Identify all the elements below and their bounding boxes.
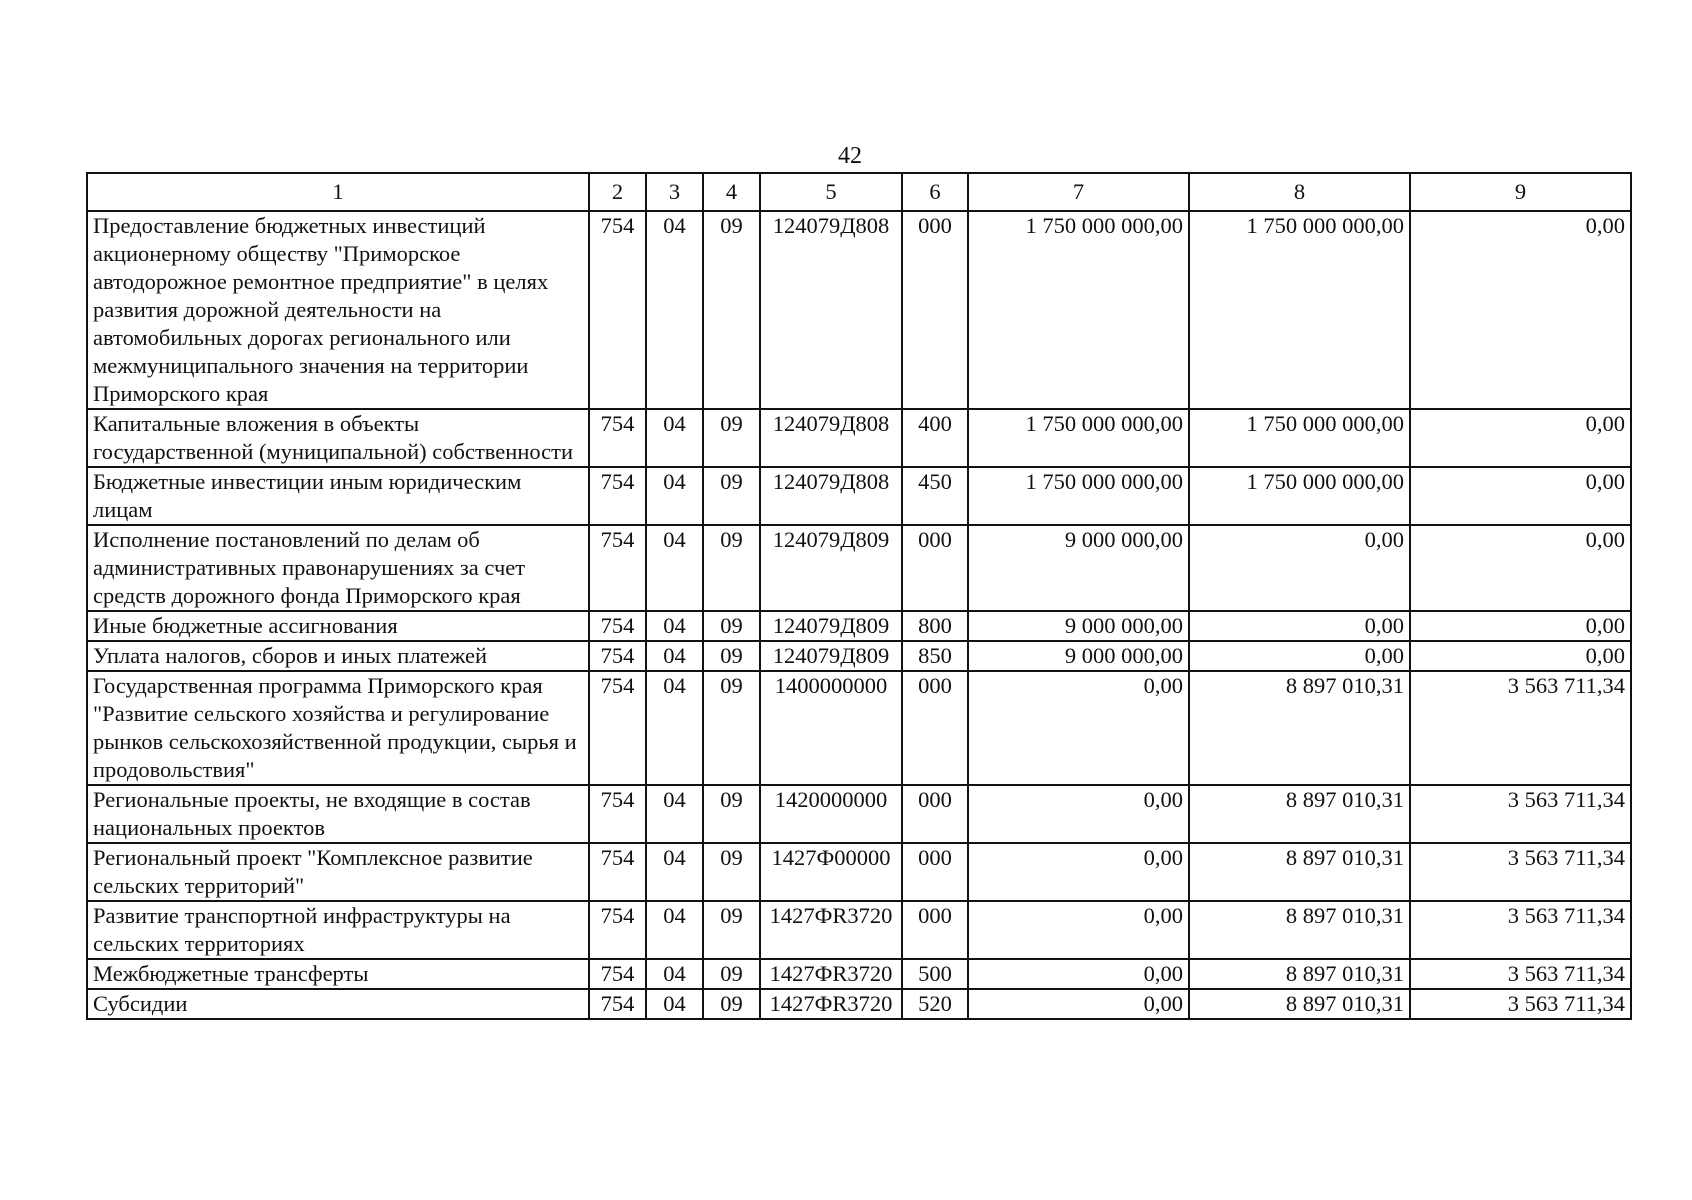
table-row	[87, 989, 1631, 1019]
table-row	[87, 409, 1631, 467]
code-cell: 04	[646, 525, 703, 611]
code-cell: 754	[589, 467, 646, 525]
code-cell: 04	[646, 641, 703, 671]
amount-cell: 3 563 711,34	[1410, 843, 1631, 901]
table-row	[87, 843, 1631, 901]
table-row	[87, 901, 1631, 959]
code-cell: 04	[646, 989, 703, 1019]
code-cell: 124079Д809	[760, 641, 902, 671]
row-name-cell: Уплата налогов, сборов и иных платежей	[87, 641, 589, 671]
code-cell: 04	[646, 211, 703, 409]
amount-cell: 1 750 000 000,00	[1189, 409, 1410, 467]
budget-table	[86, 172, 1632, 1020]
code-cell: 520	[902, 989, 968, 1019]
column-header: 1	[87, 173, 589, 211]
amount-cell: 1 750 000 000,00	[1189, 211, 1410, 409]
code-cell: 000	[902, 843, 968, 901]
row-name-cell: Развитие транспортной инфраструктуры на сельских территориях	[87, 901, 589, 959]
table-row	[87, 641, 1631, 671]
row-name-cell: Субсидии	[87, 989, 589, 1019]
code-cell: 754	[589, 959, 646, 989]
code-cell: 500	[902, 959, 968, 989]
code-cell: 754	[589, 211, 646, 409]
amount-cell: 3 563 711,34	[1410, 989, 1631, 1019]
code-cell: 754	[589, 525, 646, 611]
code-cell: 000	[902, 671, 968, 785]
amount-cell: 0,00	[968, 989, 1189, 1019]
code-cell: 09	[703, 959, 760, 989]
table-row	[87, 211, 1631, 409]
amount-cell: 0,00	[1410, 525, 1631, 611]
amount-cell: 1 750 000 000,00	[1189, 467, 1410, 525]
table-row	[87, 671, 1631, 785]
amount-cell: 0,00	[1410, 409, 1631, 467]
row-name-cell: Исполнение постановлений по делам об административных правонарушениях за счет средств дорожного фонда Приморского края	[87, 525, 589, 611]
amount-cell: 9 000 000,00	[968, 641, 1189, 671]
amount-cell: 8 897 010,31	[1189, 959, 1410, 989]
code-cell: 09	[703, 467, 760, 525]
row-name-cell: Бюджетные инвестиции иным юридическим лицам	[87, 467, 589, 525]
table-row	[87, 467, 1631, 525]
code-cell: 04	[646, 901, 703, 959]
amount-cell: 0,00	[1189, 641, 1410, 671]
row-name-cell: Предоставление бюджетных инвестиций акционерному обществу "Приморское автодорожное ремонтное предприятие" в целях развития дорожной деятельности на автомобильных дорогах регионального или межмуниципального значения на территории Приморского края	[87, 211, 589, 409]
code-cell: 04	[646, 843, 703, 901]
table-row	[87, 959, 1631, 989]
code-cell: 124079Д809	[760, 611, 902, 641]
code-cell: 09	[703, 641, 760, 671]
amount-cell: 1 750 000 000,00	[968, 211, 1189, 409]
amount-cell: 0,00	[1410, 641, 1631, 671]
amount-cell: 0,00	[1189, 525, 1410, 611]
code-cell: 754	[589, 989, 646, 1019]
amount-cell: 0,00	[1410, 611, 1631, 641]
code-cell: 1427ФR3720	[760, 989, 902, 1019]
code-cell: 124079Д808	[760, 409, 902, 467]
amount-cell: 9 000 000,00	[968, 525, 1189, 611]
amount-cell: 0,00	[968, 901, 1189, 959]
code-cell: 04	[646, 785, 703, 843]
code-cell: 754	[589, 671, 646, 785]
amount-cell: 8 897 010,31	[1189, 843, 1410, 901]
row-name-cell: Региональные проекты, не входящие в состав национальных проектов	[87, 785, 589, 843]
column-header: 9	[1410, 173, 1631, 211]
amount-cell: 3 563 711,34	[1410, 785, 1631, 843]
code-cell: 000	[902, 785, 968, 843]
table-header-row	[87, 173, 1631, 211]
code-cell: 850	[902, 641, 968, 671]
code-cell: 754	[589, 843, 646, 901]
amount-cell: 0,00	[968, 785, 1189, 843]
code-cell: 1427ФR3720	[760, 959, 902, 989]
code-cell: 09	[703, 843, 760, 901]
row-name-cell: Капитальные вложения в объекты государственной (муниципальной) собственности	[87, 409, 589, 467]
amount-cell: 9 000 000,00	[968, 611, 1189, 641]
code-cell: 000	[902, 901, 968, 959]
column-header: 7	[968, 173, 1189, 211]
amount-cell: 3 563 711,34	[1410, 901, 1631, 959]
code-cell: 1400000000	[760, 671, 902, 785]
code-cell: 1427Ф00000	[760, 843, 902, 901]
table-row	[87, 525, 1631, 611]
code-cell: 754	[589, 641, 646, 671]
amount-cell: 0,00	[1410, 467, 1631, 525]
code-cell: 09	[703, 211, 760, 409]
code-cell: 754	[589, 409, 646, 467]
amount-cell: 0,00	[968, 671, 1189, 785]
row-name-cell: Государственная программа Приморского края "Развитие сельского хозяйства и регулирование рынков сельскохозяйственной продукции, сырья и продовольствия"	[87, 671, 589, 785]
code-cell: 754	[589, 611, 646, 641]
amount-cell: 3 563 711,34	[1410, 959, 1631, 989]
column-header: 2	[589, 173, 646, 211]
code-cell: 04	[646, 671, 703, 785]
page-number: 42	[838, 143, 862, 169]
column-header: 4	[703, 173, 760, 211]
code-cell: 124079Д809	[760, 525, 902, 611]
code-cell: 124079Д808	[760, 211, 902, 409]
column-header: 6	[902, 173, 968, 211]
code-cell: 124079Д808	[760, 467, 902, 525]
code-cell: 09	[703, 989, 760, 1019]
code-cell: 000	[902, 525, 968, 611]
code-cell: 1427ФR3720	[760, 901, 902, 959]
code-cell: 754	[589, 901, 646, 959]
code-cell: 450	[902, 467, 968, 525]
code-cell: 000	[902, 211, 968, 409]
amount-cell: 8 897 010,31	[1189, 671, 1410, 785]
code-cell: 09	[703, 611, 760, 641]
code-cell: 09	[703, 671, 760, 785]
amount-cell: 8 897 010,31	[1189, 785, 1410, 843]
amount-cell: 0,00	[968, 959, 1189, 989]
code-cell: 09	[703, 785, 760, 843]
code-cell: 09	[703, 525, 760, 611]
column-header: 3	[646, 173, 703, 211]
code-cell: 04	[646, 611, 703, 641]
row-name-cell: Региональный проект "Комплексное развитие сельских территорий"	[87, 843, 589, 901]
code-cell: 09	[703, 409, 760, 467]
column-header: 5	[760, 173, 902, 211]
amount-cell: 8 897 010,31	[1189, 901, 1410, 959]
amount-cell: 8 897 010,31	[1189, 989, 1410, 1019]
row-name-cell: Иные бюджетные ассигнования	[87, 611, 589, 641]
column-header: 8	[1189, 173, 1410, 211]
table-row	[87, 611, 1631, 641]
amount-cell: 3 563 711,34	[1410, 671, 1631, 785]
amount-cell: 0,00	[1410, 211, 1631, 409]
amount-cell: 0,00	[1189, 611, 1410, 641]
code-cell: 400	[902, 409, 968, 467]
amount-cell: 1 750 000 000,00	[968, 409, 1189, 467]
table-row	[87, 785, 1631, 843]
code-cell: 04	[646, 959, 703, 989]
code-cell: 09	[703, 901, 760, 959]
code-cell: 754	[589, 785, 646, 843]
amount-cell: 0,00	[968, 843, 1189, 901]
code-cell: 04	[646, 467, 703, 525]
row-name-cell: Межбюджетные трансферты	[87, 959, 589, 989]
code-cell: 04	[646, 409, 703, 467]
amount-cell: 1 750 000 000,00	[968, 467, 1189, 525]
code-cell: 1420000000	[760, 785, 902, 843]
code-cell: 800	[902, 611, 968, 641]
